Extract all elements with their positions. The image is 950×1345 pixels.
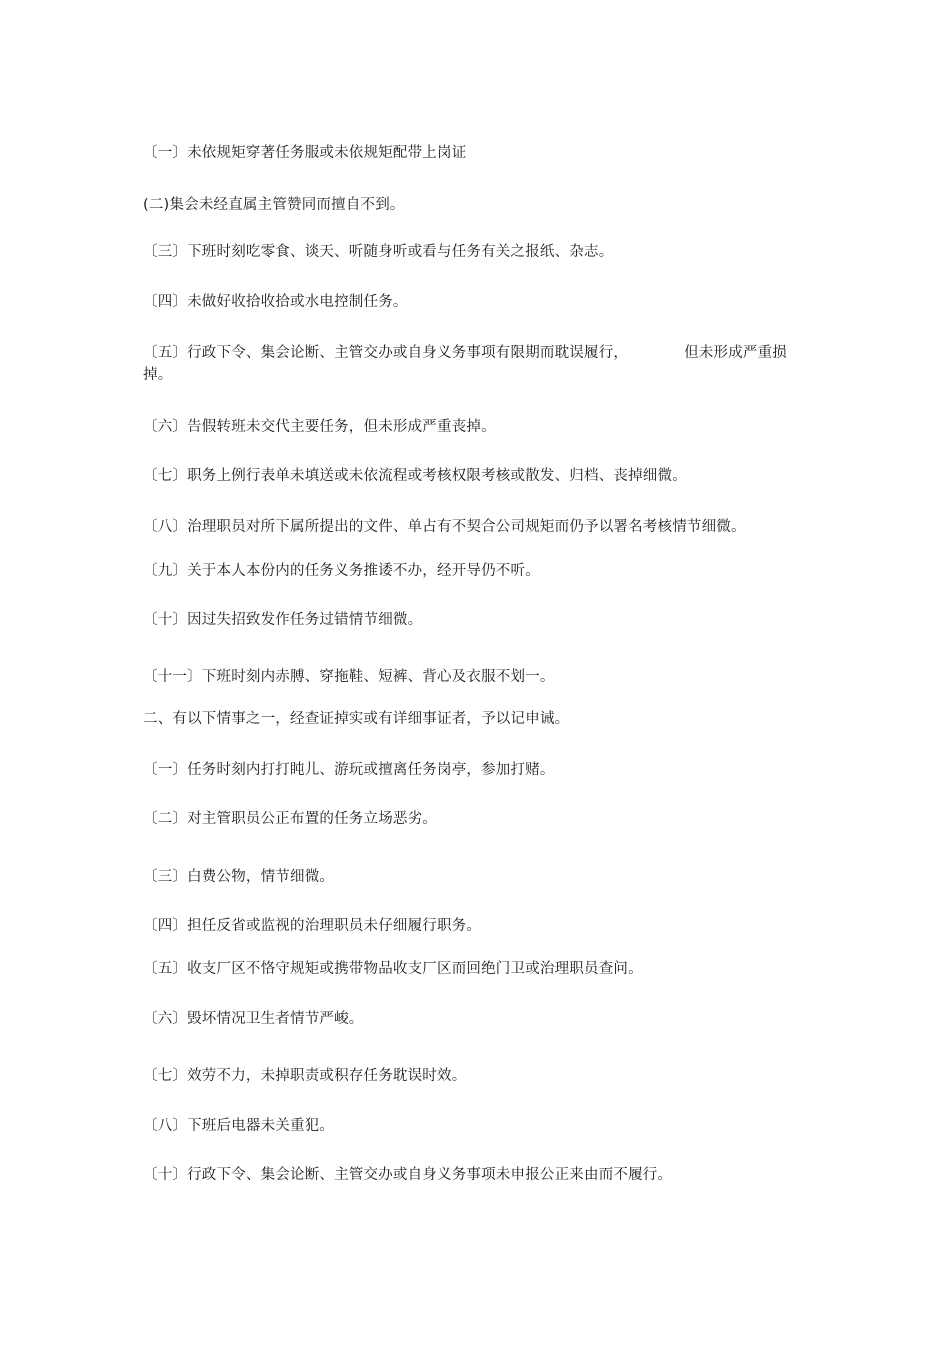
- paragraph-2-3: 〔三〕白费公物，情节细微。: [143, 869, 335, 885]
- paragraph-1-5-part2: 但未形成严重损: [684, 345, 788, 361]
- paragraph-1-7: 〔七〕职务上例行表单未填送或未依流程或考核权限考核或散发、归档、丧掉细微。: [143, 468, 687, 484]
- paragraph-1-8: 〔八〕治理职员对所下属所提出的文件、单占有不契合公司规矩而仍予以署名考核情节细微。: [143, 519, 746, 535]
- paragraph-2-10: 〔十〕行政下令、集会论断、主管交办或自身义务事项未申报公正来由而不履行。: [143, 1167, 673, 1183]
- paragraph-1-4: 〔四〕未做好收拾收拾或水电控制任务。: [143, 294, 408, 310]
- paragraph-1-1: 〔一〕未依规矩穿著任务服或未依规矩配带上岗证: [143, 145, 467, 161]
- paragraph-2-4: 〔四〕担任反省或监视的治理职员未仔细履行职务。: [143, 918, 482, 934]
- paragraph-2-5: 〔五〕收支厂区不恪守规矩或携带物品收支厂区而回绝门卫或治理职员查问。: [143, 961, 643, 977]
- paragraph-1-2: (二)集会未经直属主管赞同而擅自不到。: [143, 197, 405, 213]
- paragraph-1-9: 〔九〕关于本人本份内的任务义务推诿不办，经开导仍不听。: [143, 563, 540, 579]
- paragraph-2-8: 〔八〕下班后电器未关重犯。: [143, 1118, 335, 1134]
- paragraph-2-2: 〔二〕对主管职员公正布置的任务立场恶劣。: [143, 811, 437, 827]
- paragraph-2-6: 〔六〕毁坏情况卫生者情节严峻。: [143, 1011, 364, 1027]
- paragraph-2-1: 〔一〕任务时刻内打打盹儿、游玩或擅离任务岗亭，参加打赌。: [143, 762, 555, 778]
- paragraph-1-6: 〔六〕告假转班未交代主要任务，但未形成严重丧掉。: [143, 419, 496, 435]
- paragraph-1-5-part1: 〔五〕行政下令、集会论断、主管交办或自身义务事项有限期而耽误履行，: [143, 345, 629, 361]
- section-2-heading: 二、有以下情事之一，经查证掉实或有详细事证者，予以记申诫。: [143, 711, 570, 727]
- paragraph-1-5: [143, 342, 803, 386]
- paragraph-1-5-part3: 掉。: [143, 367, 173, 383]
- paragraph-2-7: 〔七〕效劳不力，未掉职责或积存任务耽误时效。: [143, 1068, 467, 1084]
- paragraph-1-10: 〔十〕因过失招致发作任务过错情节细微。: [143, 612, 423, 628]
- paragraph-1-3: 〔三〕下班时刻吃零食、谈天、听随身听或看与任务有关之报纸、杂志。: [143, 244, 614, 260]
- paragraph-1-11: 〔十一〕下班时刻内赤膊、穿拖鞋、短裤、背心及衣服不划一。: [143, 669, 555, 685]
